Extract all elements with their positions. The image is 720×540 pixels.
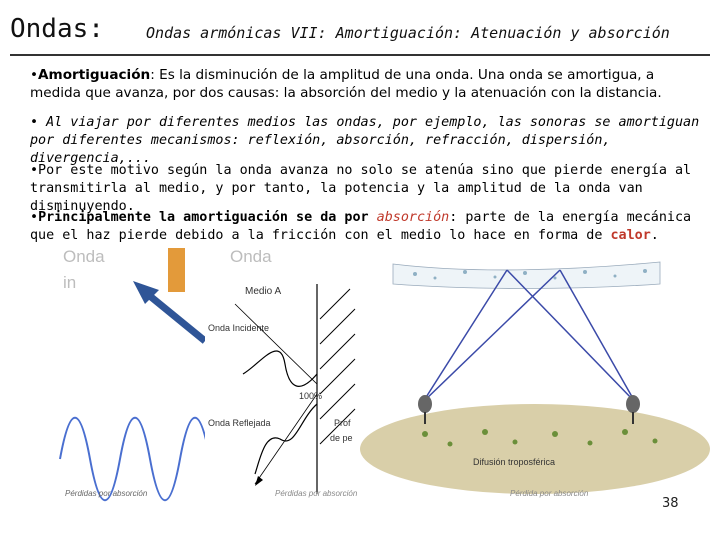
ray-left-up [423, 270, 507, 402]
depth-label-1: Prof [334, 418, 351, 428]
paragraph-absorcion [30, 209, 702, 245]
troposphere-diagram [360, 262, 710, 498]
reflection-diagram [205, 278, 358, 498]
bullet: • [30, 67, 39, 83]
paragraph-text: • Al viajar por diferentes medios las ondas, por ejemplo, las sonoras se amortiguan por diferentes mecanismos: reflexión, absorción, refracción, dispersión, divergencia,... [30, 115, 700, 166]
left-label-mid: Onda [230, 247, 272, 266]
figure-collage [55, 244, 715, 514]
bullet: • [30, 210, 39, 225]
cloud-layer [393, 262, 660, 289]
ray-right-up [423, 270, 560, 402]
medium-label: Medio A [245, 286, 282, 297]
incident-arrow [145, 292, 205, 341]
caption-mid: Pérdidas por absorción [275, 489, 358, 498]
title-row [10, 10, 710, 50]
heat-bar [168, 248, 185, 292]
paragraph-energia [30, 162, 702, 216]
percent-label: 100% [299, 391, 323, 401]
page-number: 38 [662, 496, 679, 511]
paragraph-text: : parte de la energía mecánica que el haz pierde debido a la fricción con el medio lo hace en forma de [30, 210, 692, 243]
slide-subtitle: Ondas armónicas VII: Amortiguación: Atenuación y absorción [146, 24, 670, 42]
paragraph-end: . [650, 228, 659, 243]
incident-label: Onda Incidente [208, 323, 270, 333]
keyword-absorcion: absorción [376, 210, 450, 225]
caption-left: Pérdidas por absorción [65, 489, 148, 498]
paragraph-lead: Principalmente la amortiguación se da por [38, 210, 377, 225]
keyword-calor: calor [610, 228, 651, 243]
earth-surface [360, 404, 710, 494]
diffusion-label: Difusión troposférica [473, 457, 556, 467]
paragraph-text: •Por este motivo según la onda avanza no solo se atenúa sino que pierde energía al transmitirla al medio, y por tanto, la potencia y la amplitud de la onda van disminuyendo. [30, 163, 692, 214]
paragraph-amortiguacion [30, 66, 702, 102]
left-partial-label: in [63, 273, 77, 292]
paragraph-text: : Es la disminución de la amplitud de una onda. Una onda se amortigua, a medida que avanza, por dos causas: la absorción del medio y la atenuación con la distancia. [30, 67, 662, 101]
slide-title: Ondas: [10, 14, 104, 44]
sine-wave [60, 418, 210, 501]
term-amortiguacion: Amortiguación [38, 67, 151, 83]
depth-label-2: de pe [330, 433, 353, 443]
paragraph-mecanismos [30, 114, 702, 168]
caption-right: Pérdida por absorción [510, 489, 589, 498]
reflected-label: Onda Reflejada [208, 418, 271, 428]
left-label-top: Onda [63, 247, 105, 266]
title-divider [10, 54, 710, 56]
